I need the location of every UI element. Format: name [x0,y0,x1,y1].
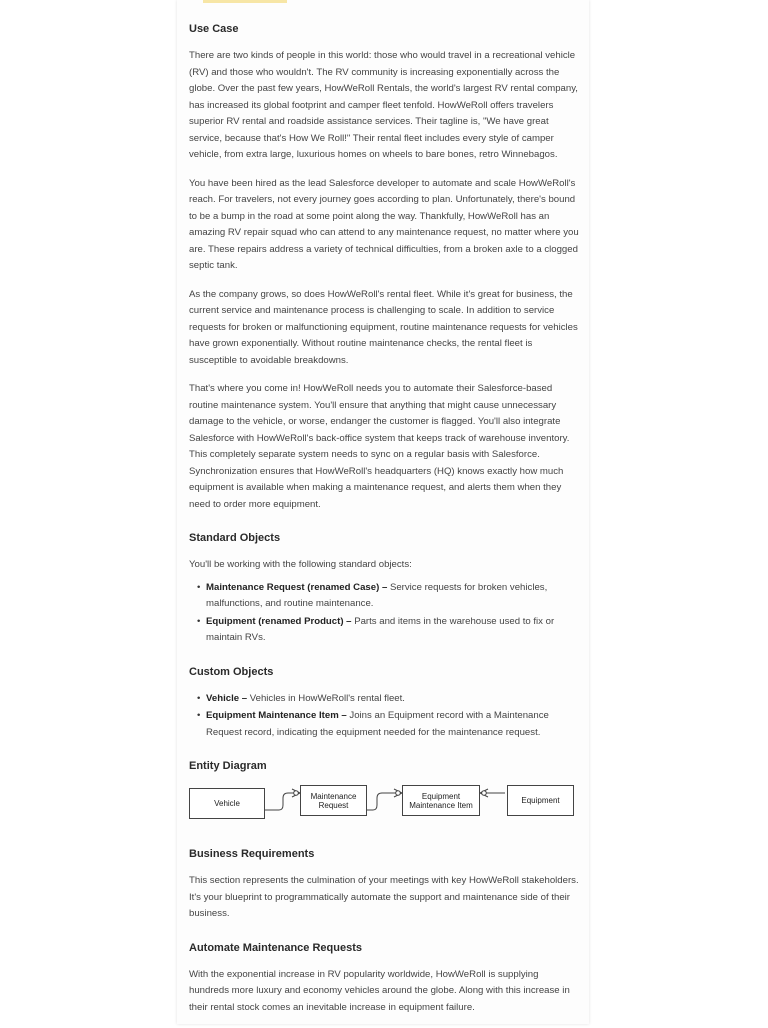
use-case-paragraph: You have been hired as the lead Salesforce developer to automate and scale HowWeRoll's reach. For travelers, not every journey goes according to plan. Unfortunately, there's bound to be a bump in the road at some point along the way. Thankfully, HowWeRoll has an amazing RV repair squad who can attend to any maintenance request, no matter where you are. These repairs address a variety of technical difficulties, from a broken axle to a clogged septic tank. [189,177,579,271]
list-item [189,691,579,708]
list-item-desc: Vehicles in HowWeRoll's rental fleet. [247,692,405,704]
list-item-term: Equipment Maintenance Item – [206,710,347,721]
list-item-term: Equipment (renamed Product) – [206,615,352,627]
document-page [177,0,589,1024]
entity-diagram-heading: Entity Diagram [189,760,267,772]
entity-node-maintenance-request: Maintenance Request [300,785,367,816]
list-item [189,580,579,613]
entity-diagram [189,785,579,825]
entity-node-equipment-maintenance-item: Equipment Maintenance Item [402,785,480,816]
use-case-paragraph: As the company grows, so does HowWeRoll's rental fleet. While it's great for business, the current service and maintenance process is challenging to scale. In addition to service requests for broken or malfunctioning equipment, routine maintenance requests for vehicles have grown exponentially. Without routine maintenance checks, the rental fleet is susceptible to avoidable breakdowns. [189,288,578,366]
use-case-paragraph: There are two kinds of people in this world: those who would travel in a recreational vehicle (RV) and those who wouldn't. The RV community is increasing exponentially across the globe. Over the past few years, HowWeRoll Rentals, the world's largest RV rental company, has increased its global footprint and camper fleet tenfold. HowWeRoll offers travelers superior RV rental and roadside assistance services. Their tagline is, "We have great service, because that's How We Roll!" Their rental fleet includes every style of camper vehicle, from extra large, luxurious homes on wheels to bare bones, retro Winnebagos. [189,50,578,160]
list-item [189,614,579,647]
entity-node-equipment: Equipment [507,785,574,816]
use-case-paragraph: That's where you come in! HowWeRoll needs you to automate their Salesforce-based routine maintenance system. You'll ensure that anything that might cause unnecessary damage to the vehicle, or worse, endanger the customer is flagged. You'll also integrate Salesforce with HowWeRoll's back-office system that keeps track of warehouse inventory. This completely separate system needs to sync on a regular basis with Salesforce. Synchronization ensures that HowWeRoll's headquarters (HQ) knows exactly how much equipment is available when making a maintenance request, and alerts them when they need to order more equipment. [189,383,570,510]
list-item-desc: Parts and items in the warehouse used to fix or maintain RVs. [206,615,555,643]
standard-objects-intro: You'll be working with the following standard objects: [189,559,412,570]
use-case-heading: Use Case [189,23,239,35]
list-item-term: Vehicle – [206,692,248,704]
list-item [189,708,579,741]
list-item-desc: Joins an Equipment record with a Maintenance Request record, indicating the equipment needed for the maintenance request. [206,710,549,738]
custom-objects-heading: Custom Objects [189,665,274,678]
custom-objects-list [189,691,579,742]
business-requirements-heading: Business Requirements [189,848,315,860]
standard-objects-heading: Standard Objects [189,532,281,544]
automate-maintenance-paragraph: With the exponential increase in RV popularity worldwide, HowWeRoll is supplying hundreds more luxury and economy vehicles around the globe. Along with this increase in their rental stock comes an inevitable increase in equipment failure. [189,968,570,1013]
business-requirements-paragraph: This section represents the culmination of your meetings with key HowWeRoll stakeholders. It's your blueprint to programmatically automate the support and maintenance side of their business. [189,875,579,919]
entity-node-vehicle: Vehicle [189,788,265,819]
automate-maintenance-heading: Automate Maintenance Requests [189,941,362,954]
list-item-term: Maintenance Request (renamed Case) – [206,581,388,593]
document-content [189,0,579,1028]
standard-objects-list [189,580,579,647]
list-item-desc: Service requests for broken vehicles, malfunctions, and routine maintenance. [206,581,548,609]
